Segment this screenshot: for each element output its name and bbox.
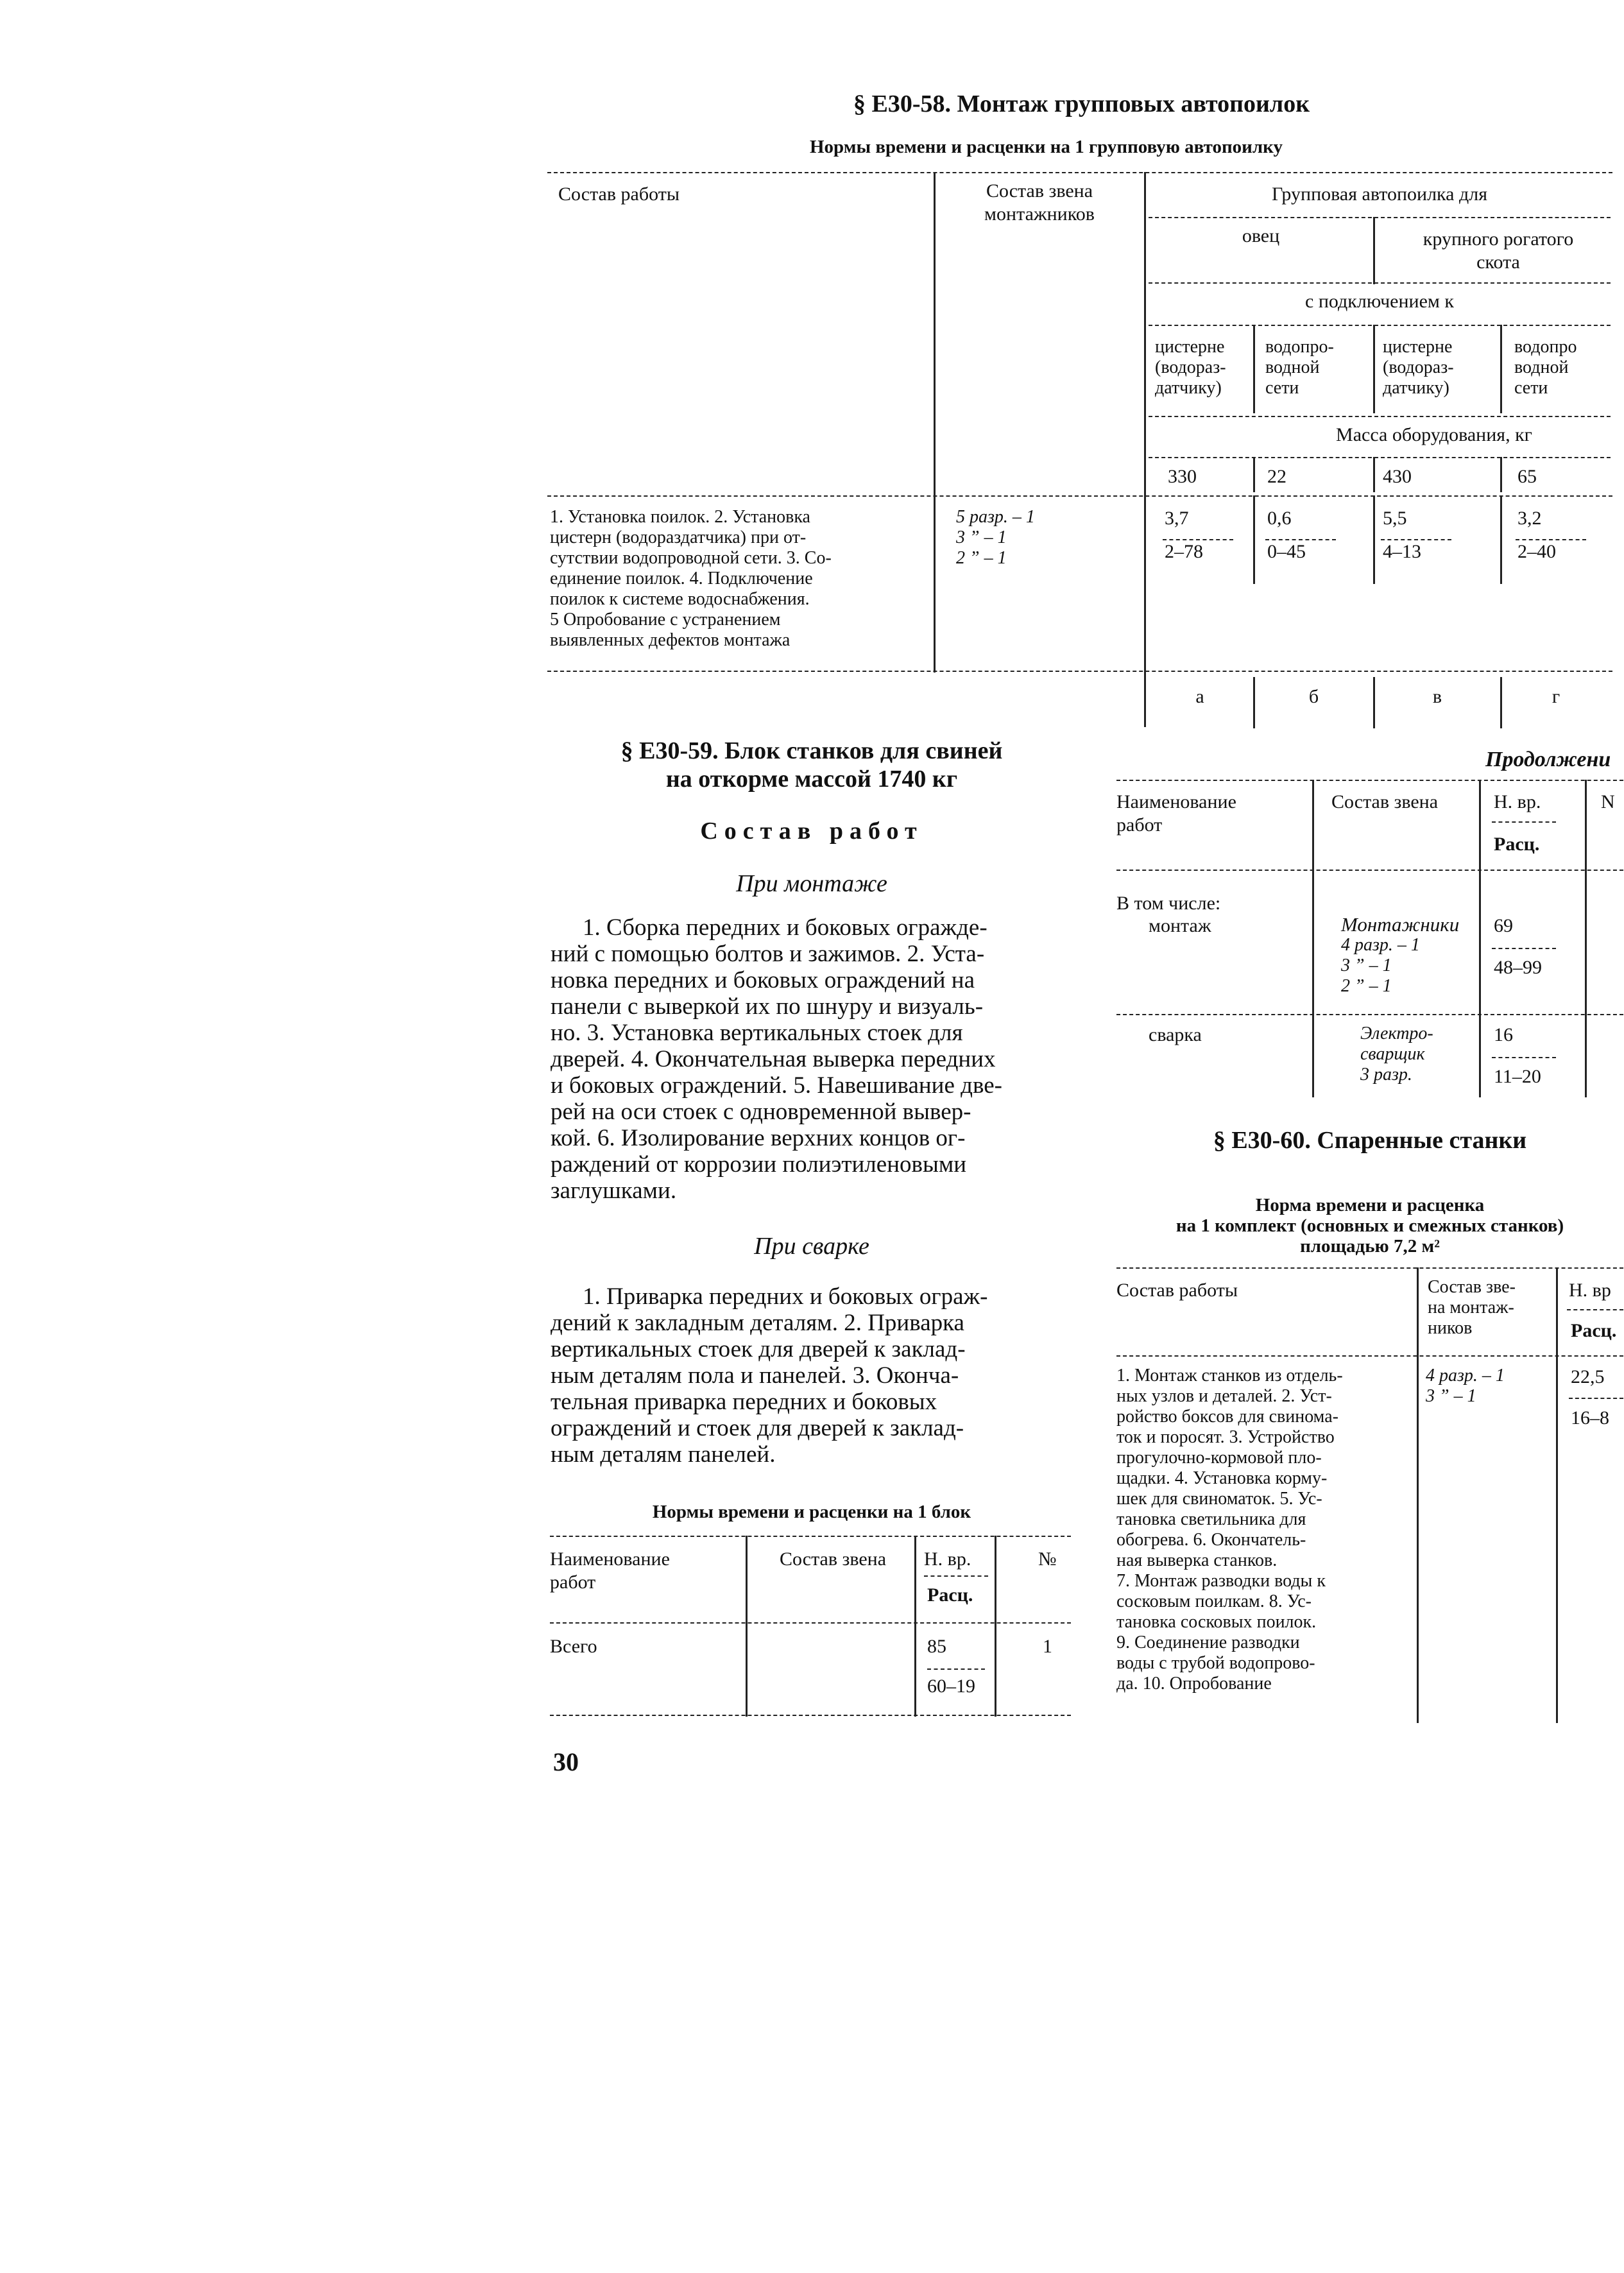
s60-price: 16–8 (1571, 1407, 1609, 1428)
cont-mount-norm: 69 (1494, 915, 1513, 936)
price-a: 2–78 (1165, 541, 1203, 562)
mass-c: 430 (1383, 466, 1412, 487)
s60-work-description: 1. Монтаж станков из отдель- ных узлов и деталей. 2. Уст- ройство боксов для свинома- ток и поросят. 3. Устройство прогулочно-кормовой пло- щадки. 4. Установка корму- шек для свиноматок. 5. Ус- тановка светильника для обогрева. 6. Окончатель- ная выверка станков. 7. Монтаж разводки воды к сосковым поилкам. 8. Ус- тановка сосковых поилок. 9. Соединение разводки воды с трубой водопрово- да. 10. Опробование (1116, 1366, 1343, 1694)
work-description: 1. Установка поилок. 2. Установка цистерн (водораздатчика) при от- сутствии водопроводной сети. 3. Со- единение поилок. 4. Подключение поилок к системе водоснабжения. 5 Опробование с устранением выявленных дефектов монтажа (550, 507, 832, 650)
cont-weld-norm: 16 (1494, 1024, 1513, 1045)
cont-col-name: Наименование работ (1116, 791, 1236, 836)
col-work-header: Состав работы (558, 184, 680, 205)
cont-mount-crew: Монтажники 4 разр. – 1 3 ” – 1 2 ” – 1 (1341, 913, 1460, 996)
connection-header: с подключением к (1305, 291, 1454, 312)
section-e30-58-title: § Е30-58. Монтаж групповых автопоилок (853, 90, 1310, 117)
section-e30-58-subtitle: Нормы времени и расценки на 1 групповую автопоилку (810, 137, 1283, 157)
cont-weld-label: сварка (1149, 1024, 1202, 1045)
s60-crew-composition: 4 разр. – 1 3 ” – 1 (1426, 1366, 1505, 1406)
block-table-title: Нормы времени и расценки на 1 блок (652, 1502, 971, 1522)
weld-header: При сварке (754, 1233, 869, 1260)
total-price: 60–19 (927, 1676, 975, 1697)
letter-b: б (1308, 686, 1319, 707)
letter-c: в (1432, 686, 1442, 707)
total-norm: 85 (927, 1636, 946, 1657)
cont-mount-label: монтаж (1149, 915, 1211, 936)
col-crew-header: Состав звена (780, 1548, 887, 1570)
cont-col-price: Расц. (1494, 834, 1540, 855)
mass-b: 22 (1267, 466, 1286, 487)
s60-col-work: Состав работы (1116, 1280, 1238, 1301)
crew-composition: 5 разр. – 1 3 ” – 1 2 ” – 1 (956, 507, 1035, 568)
price-d: 2–40 (1517, 541, 1556, 562)
group-header: Групповая автопоилка для (1271, 184, 1488, 205)
mount-header: При монтаже (736, 870, 887, 897)
price-c: 4–13 (1383, 541, 1421, 562)
water-net-header-2: водопро водной сети (1514, 337, 1577, 398)
cont-incl-label: В том числе: (1116, 893, 1221, 914)
col-name-header: Наименование работ (550, 1548, 670, 1593)
tank-header: цистерне (водораз- датчику) (1155, 337, 1226, 398)
cont-col-norm: Н. вр. (1494, 791, 1541, 812)
works-header: Состав работ (700, 818, 923, 845)
s60-col-price: Расц. (1571, 1320, 1617, 1341)
continuation-label: Продолжени (1485, 748, 1611, 771)
letter-d: г (1551, 686, 1560, 707)
weld-text: 1. Приварка передних и боковых ограж- дений к закладным деталям. 2. Приварка вертикальных стоек для дверей к заклад- ным деталям пола и панелей. 3. Оконча- тельная приварка передних и боковых ограждений и стоек для дверей к заклад- ным деталям панелей. (551, 1283, 988, 1468)
col-price-header: Расц. (927, 1584, 973, 1606)
s60-col-norm: Н. вр (1569, 1280, 1611, 1301)
mass-a: 330 (1168, 466, 1197, 487)
cattle-header: крупного рогатого скота (1423, 228, 1574, 273)
cont-col-crew: Состав звена (1331, 791, 1439, 812)
norm-c: 5,5 (1383, 508, 1407, 529)
cont-weld-price: 11–20 (1494, 1066, 1541, 1087)
total-no: 1 (1043, 1636, 1052, 1657)
col-no-header: № (1038, 1548, 1057, 1570)
col-crew-header: Состав звена монтажников (984, 180, 1095, 225)
tank-header-2: цистерне (водораз- датчику) (1383, 337, 1454, 398)
mass-d: 65 (1517, 466, 1537, 487)
norm-d: 3,2 (1517, 508, 1542, 529)
letter-a: а (1195, 686, 1204, 707)
total-label: Всего (550, 1636, 597, 1657)
water-net-header: водопро- водной сети (1265, 337, 1334, 398)
col-norm-header: Н. вр. (924, 1548, 971, 1570)
section-e30-60-subtitle: Норма времени и расценка на 1 комплект (основных и смежных станков) площадью 7,2 м² (1175, 1195, 1564, 1257)
cont-weld-crew: Электро- сварщик 3 разр. (1360, 1024, 1433, 1085)
page-number: 30 (553, 1747, 579, 1776)
cont-mount-price: 48–99 (1494, 957, 1542, 978)
norm-b: 0,6 (1267, 508, 1292, 529)
section-e30-59-title: § Е30-59. Блок станков для свиней на откорме массой 1740 кг (620, 737, 1003, 793)
sheep-header: овец (1242, 225, 1280, 246)
section-e30-60-title: § Е30-60. Спаренные станки (1213, 1127, 1527, 1154)
norm-a: 3,7 (1165, 508, 1189, 529)
mass-header: Масса оборудования, кг (1336, 424, 1532, 445)
price-b: 0–45 (1267, 541, 1306, 562)
s60-norm: 22,5 (1571, 1366, 1605, 1387)
mount-text: 1. Сборка передних и боковых огражде- ний с помощью болтов и зажимов. 2. Уста- новка передних и боковых ограждений на панели с выверкой их по шнуру и визуаль- но. 3. Установка вертикальных стоек для дверей. 4. Окончательная выверка передних и боковых ограждений. 5. Навешивание две- рей на оси стоек с одновременной вывер- кой. 6. Изолирование верхних концов ог- раждений от коррозии полиэтиленовыми заглушками. (551, 914, 1002, 1204)
s60-col-crew: Состав зве- на монтаж- ников (1428, 1277, 1516, 1338)
cont-col-no: N (1601, 791, 1615, 812)
